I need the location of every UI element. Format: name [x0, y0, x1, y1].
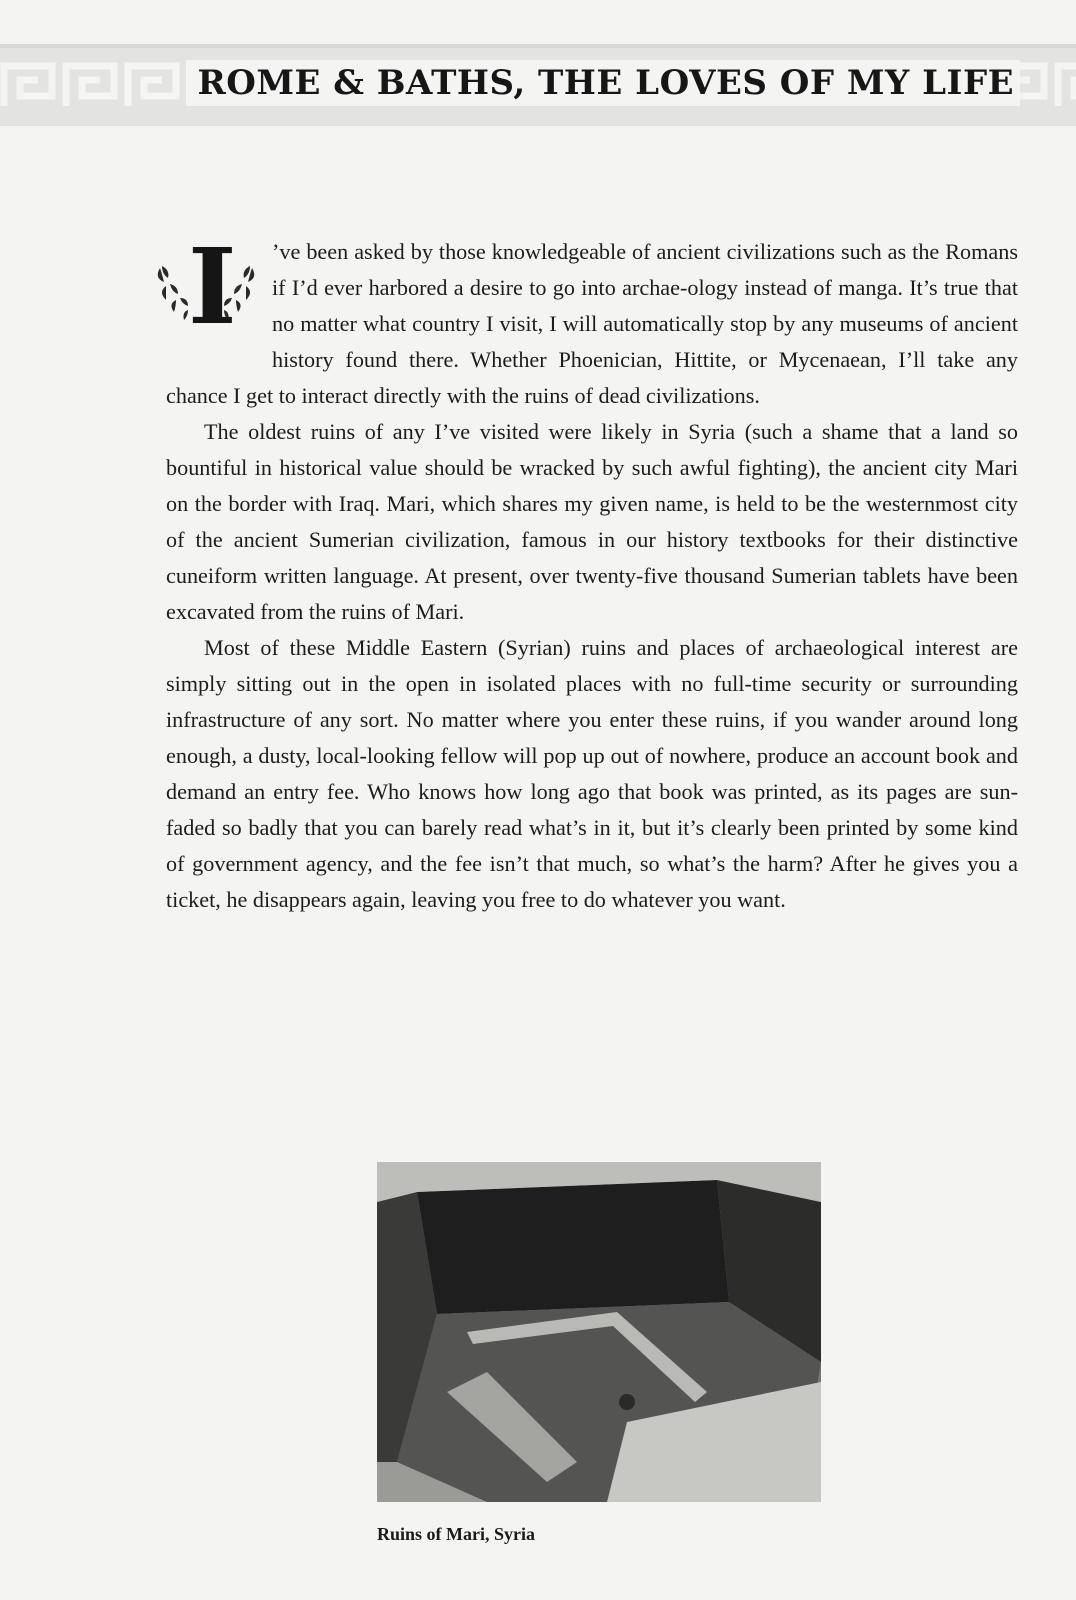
paragraph-2: The oldest ruins of any I’ve visited were likely in Syria (such a shame that a land so bountiful in historical value should be wracked by such awful fighting), the ancient city Mari on the border with Iraq. Mari, which shares my given name, is held to be the westernmost city of the ancient Sumerian civilization, famous in our history textbooks for their distinctive cuneiform written language. At present, over twenty-five thousand Sumerian tablets have been excavated from the ruins of Mari.	[166, 419, 1018, 624]
paragraph-3: Most of these Middle Eastern (Syrian) ruins and places of archaeological interest are simply sitting out in the open in isolated places with no full-time security or surrounding infrastructure of any sort. No matter where you enter these ruins, if you wander around long enough, a dusty, local-looking fellow will pop up out of nowhere, produce an account book and demand an entry fee. Who knows how long ago that book was printed, as its pages are sun-faded so badly that you can barely read what’s in it, but it’s clearly been printed by some kind of government agency, and the fee isn’t that much, so what’s the harm? After he gives you a ticket, he disappears again, leaving you free to do whatever you want.	[166, 635, 1018, 912]
article-body	[166, 225, 1018, 918]
ruins-photo-image	[377, 1162, 821, 1502]
ruins-photo	[377, 1162, 821, 1502]
photo-caption: Ruins of Mari, Syria	[377, 1524, 536, 1544]
paragraph-1: ’ve been asked by those knowledgeable of ancient civilizations such as the Romans if I’d ever harbored a desire to go into archae-ology instead of manga. It’s true that no matter what country I visit, I will automatically stop by any museums of ancient history found there. Whether Phoenician, Hittite, or Mycenaean, I’ll take any chance I get to interact directly with the ruins of dead civilizations.	[166, 239, 1018, 408]
drop-cap-letter: I	[188, 225, 237, 348]
page-title: ROME & BATHS, THE LOVES OF MY LIFE	[186, 60, 1020, 106]
drop-cap	[150, 225, 262, 348]
